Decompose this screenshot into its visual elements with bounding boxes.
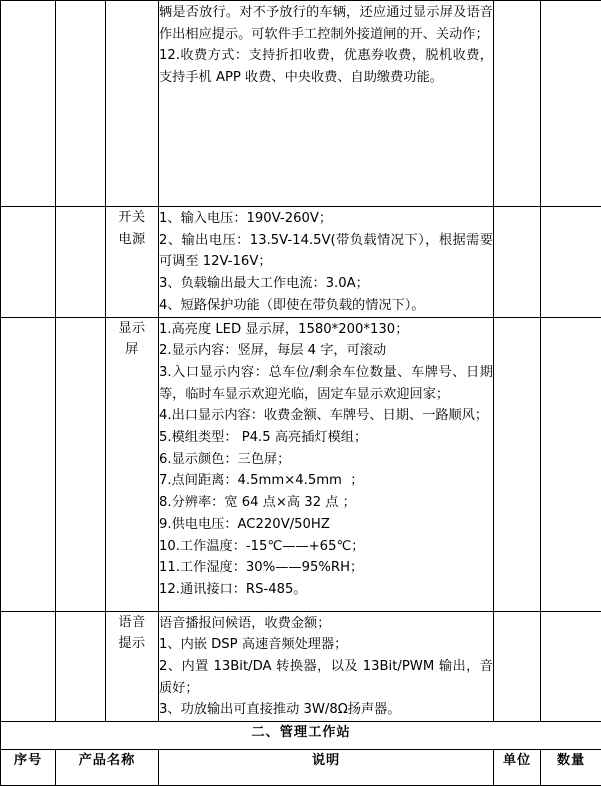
part-label-line: 提示	[106, 633, 158, 655]
header-description: 说明	[159, 750, 494, 786]
row-no-cell	[1, 317, 56, 611]
description-line: 12.通讯接口：RS-485。	[159, 579, 493, 601]
row-part-cell	[106, 317, 159, 611]
description-line: 辆是否放行。对不予放行的车辆，还应通过显示屏及语音作出相应提示。可软件手工控制外接道闸的开、关动作；	[159, 2, 493, 45]
row-part-cell	[106, 207, 159, 318]
row-quantity-cell	[541, 611, 601, 722]
row-description-cell	[159, 1, 494, 207]
row-part-cell	[106, 1, 159, 207]
row-product-cell	[56, 611, 106, 722]
description-line: 5.模组类型： P4.5 高亮插灯模组；	[159, 427, 493, 449]
description-line: 9.供电电压：AC220V/50HZ	[159, 514, 493, 536]
column-header-row	[1, 750, 601, 786]
description-line: 8.分辨率：宽 64 点×高 32 点 ；	[159, 492, 493, 514]
description-line: 4、短路保护功能（即使在带负载的情况下）。	[159, 295, 493, 317]
row-description-cell	[159, 611, 494, 722]
description-line: 2、输出电压：13.5V-14.5V(带负载情况下），根据需要可调至 12V-16V；	[159, 230, 493, 273]
row-product-cell	[56, 207, 106, 318]
part-label-line: 语音	[106, 612, 158, 634]
description-line: 11.工作湿度：30%——95%RH；	[159, 557, 493, 579]
description-line: 3、负载输出最大工作电流：3.0A；	[159, 273, 493, 295]
row-no-cell	[1, 1, 56, 207]
row-unit-cell	[494, 317, 541, 611]
description-body	[159, 1, 493, 89]
description-line: 1、输入电压：190V-260V；	[159, 208, 493, 230]
header-quantity: 数量	[541, 750, 601, 786]
row-unit-cell	[494, 207, 541, 318]
description-body	[159, 612, 493, 722]
row-description-cell	[159, 317, 494, 611]
row-product-cell	[56, 1, 106, 207]
table-row	[1, 611, 601, 722]
description-line: 12.收费方式：支持折扣收费，优惠券收费，脱机收费，支持手机 APP 收费、中央收费、自助缴费功能。	[159, 45, 493, 88]
description-line: 4.出口显示内容：收费金额、车牌号、日期、一路顺风；	[159, 405, 493, 427]
row-quantity-cell	[541, 1, 601, 207]
description-line: 3.入口显示内容：总车位/剩余车位数量、车牌号、日期等，临时车显示欢迎光临，固定车显示欢迎回家；	[159, 362, 493, 405]
description-body	[159, 207, 493, 317]
part-label-line: 电源	[106, 229, 158, 251]
row-unit-cell	[494, 611, 541, 722]
row-quantity-cell	[541, 317, 601, 611]
header-product-name: 产品名称	[56, 750, 159, 786]
description-line: 10.工作温度：-15℃——+65℃；	[159, 536, 493, 558]
header-unit: 单位	[494, 750, 541, 786]
table-row	[1, 1, 601, 207]
description-line: 语音播报问候语，收费金额；	[159, 613, 493, 635]
row-no-cell	[1, 611, 56, 722]
section-header-row	[1, 722, 601, 750]
description-line: 2.显示内容：竖屏，每层 4 字，可滚动	[159, 340, 493, 362]
description-line: 1.高亮度 LED 显示屏，1580*200*130；	[159, 319, 493, 341]
description-line: 3、功放输出可直接推动 3W/8Ω扬声器。	[159, 699, 493, 721]
description-line: 6.显示颜色：三色屏；	[159, 449, 493, 471]
part-label-line: 屏	[106, 339, 158, 361]
header-no: 序号	[1, 750, 56, 786]
table-row	[1, 207, 601, 318]
section-title: 二、管理工作站	[1, 722, 601, 750]
part-label-line: 开关	[106, 207, 158, 229]
row-unit-cell	[494, 1, 541, 207]
row-product-cell	[56, 317, 106, 611]
description-line: 2、内置 13Bit/DA 转换器，以及 13Bit/PWM 输出，音质好；	[159, 656, 493, 699]
part-label-line: 显示	[106, 318, 158, 340]
row-quantity-cell	[541, 207, 601, 318]
description-line: 7.点间距离：4.5mm×4.5mm ；	[159, 470, 493, 492]
description-line: 1、内嵌 DSP 高速音频处理器；	[159, 634, 493, 656]
row-no-cell	[1, 207, 56, 318]
row-part-cell	[106, 611, 159, 722]
table-row	[1, 317, 601, 611]
row-description-cell	[159, 207, 494, 318]
description-body	[159, 318, 493, 601]
